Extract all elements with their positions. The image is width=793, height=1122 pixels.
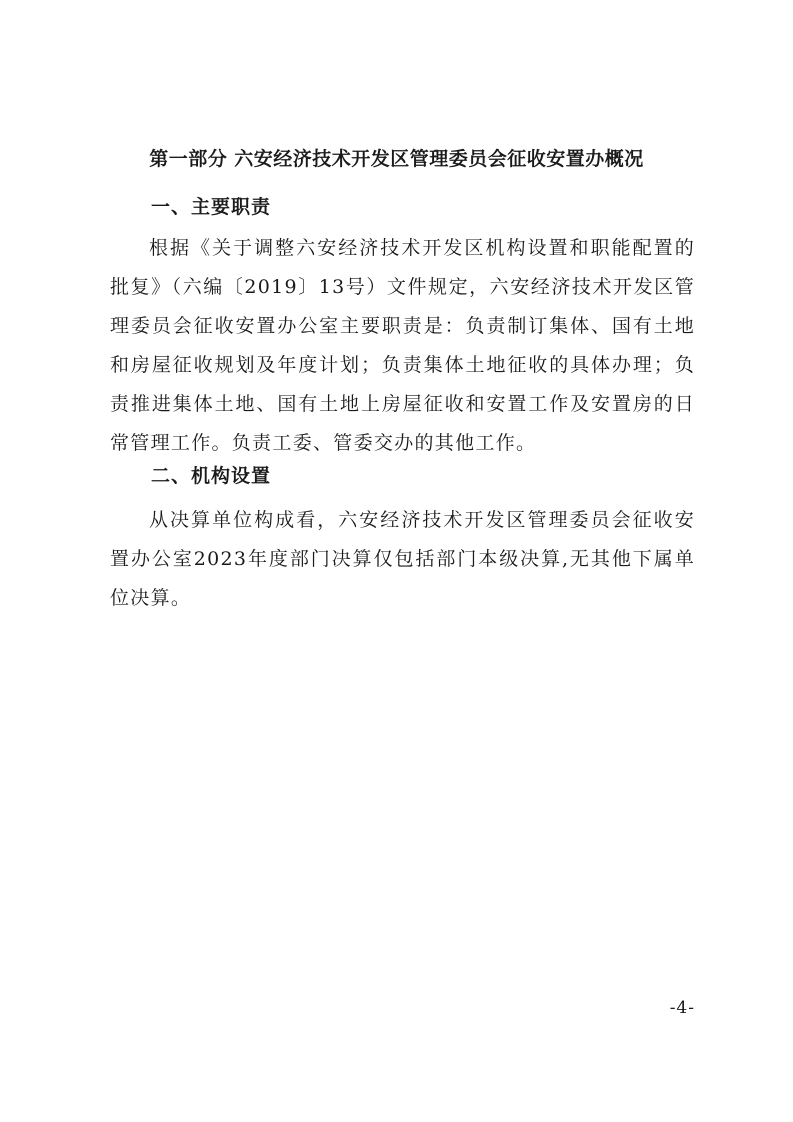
part-title: 第一部分 六安经济技术开发区管理委员会征收安置办概况	[149, 148, 644, 170]
page-number: -4-	[669, 998, 695, 1018]
paragraph-organization: 从决算单位构成看，六安经济技术开发区管理委员会征收安置办公室2023年度部门决算仅包括部门本级决算,无其他下属单位决算。	[110, 509, 695, 609]
section-heading-main-duties: 一、主要职责	[151, 196, 272, 218]
section-heading-organization: 二、机构设置	[151, 465, 272, 487]
paragraph-main-duties: 根据《关于调整六安经济技术开发区机构设置和职能配置的批复》（六编〔2019〕13号）文件规定，六安经济技术开发区管理委员会征收安置办公室主要职责是：负责制订集体、国有土地和房屋征收规划及年度计划；负责集体土地征收的具体办理；负责推进集体土地、国有土地上房屋征收和安置工作及安置房的日常管理工作。负责工委、管委交办的其他工作。	[110, 237, 695, 454]
